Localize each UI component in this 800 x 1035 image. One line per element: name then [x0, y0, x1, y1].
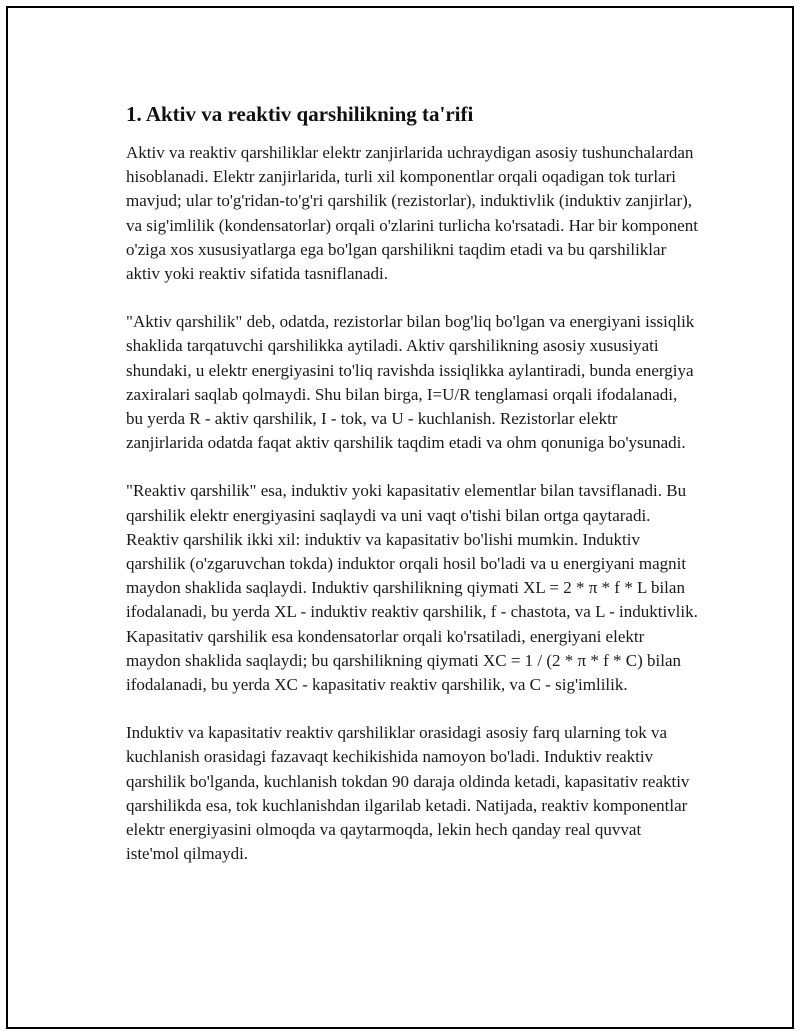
- document-content: [126, 100, 698, 890]
- page-frame: [6, 6, 794, 1029]
- paragraph-4: Induktiv va kapasitativ reaktiv qarshiliklar orasidagi asosiy farq ularning tok va kuchlanish orasidagi fazavaqt kechikishida namoyon bo'ladi. Induktiv reaktiv qarshilik bo'lganda, kuchlanish tokdan 90 daraja oldinda ketadi, kapasitativ reaktiv qarshilikda esa, tok kuchlanishdan ilgarilab ketadi. Natijada, reaktiv komponentlar elektr energiyasini olmoqda va qaytarmoqda, lekin hech qanday real quvvat iste'mol qilmaydi.: [126, 723, 690, 864]
- paragraph-3: "Reaktiv qarshilik" esa, induktiv yoki kapasitativ elementlar bilan tavsiflanadi. Bu qarshilik elektr energiyasini saqlaydi va uni vaqt o'tishi bilan ortga qaytaradi. Reaktiv qarshilik ikki xil: induktiv va kapasitativ bo'lishi mumkin. Induktiv qarshilik (o'zgaruvchan tokda) induktor orqali hosil bo'ladi va u energiyani magnit maydon shaklida saqlaydi. Induktiv qarshilikning qiymati XL = 2 * π * f * L bilan ifodalanadi, bu yerda XL - induktiv reaktiv qarshilik, f - chastota, va L - induktivlik. Kapasitativ qarshilik esa kondensatorlar orqali ko'rsatiladi, energiyani elektr maydon shaklida saqlaydi; bu qarshilikning qiymati XC = 1 / (2 * π * f * C) bilan ifodalanadi, bu yerda XC - kapasitativ reaktiv qarshilik, va C - sig'imlilik.: [126, 481, 698, 695]
- paragraph-2: "Aktiv qarshilik" deb, odatda, rezistorlar bilan bog'liq bo'lgan va energiyani issiqlik shaklida tarqatuvchi qarshilikka aytiladi. Aktiv qarshilikning asosiy xususiyati shundaki, u elektr energiyasini to'liq ravishda issiqlikka aylantiradi, bunda energiya zaxiralari saqlab qolmaydi. Shu bilan birga, I=U/R tenglamasi orqali ifodalanadi, bu yerda R - aktiv qarshilik, I - tok, va U - kuchlanish. Rezistorlar elektr zanjirlarida odatda faqat aktiv qarshilik taqdim etadi va ohm qonuniga bo'ysunadi.: [126, 312, 695, 453]
- section-title: 1. Aktiv va reaktiv qarshilikning ta'rifi: [126, 102, 474, 126]
- paragraph-1: Aktiv va reaktiv qarshiliklar elektr zanjirlarida uchraydigan asosiy tushunchalardan hisoblanadi. Elektr zanjirlarida, turli xil komponentlar orqali oqadigan tok turlari mavjud; ular to'g'ridan-to'g'ri qarshilik (rezistorlar), induktivlik (induktiv zanjirlar), va sig'imlilik (kondensatorlar) orqali o'zlarini turlicha ko'rsatadi. Har bir komponent o'ziga xos xususiyatlarga ega bo'lgan qarshilikni taqdim etadi va bu qarshiliklar aktiv yoki reaktiv sifatida tasniflanadi.: [126, 143, 698, 284]
